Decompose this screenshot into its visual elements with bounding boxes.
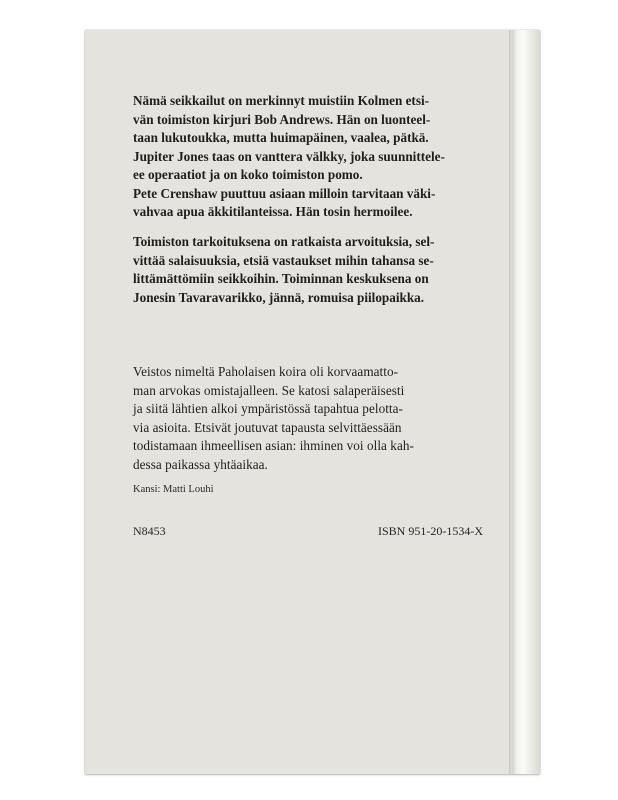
intro-paragraph: Nämä seikkailut on merkinnyt muistiin Kolmen etsi- vän toimiston kirjuri Bob Andrews. Hän on luonteel- taan lukutoukka, mutta huimapäinen, vaalea, pätkä. Jupiter Jones taas on vanttera välkky, joka suunnittele- ee operaatiot ja on koko toimiston pomo. Pete Crenshaw puuttuu asiaan milloin tarvitaan väki- vahvaa apua äkkitilanteissa. Hän tosin hermoilee.: [133, 93, 445, 219]
book-spine: [512, 30, 540, 774]
cover-credit: Kansi: Matti Louhi: [133, 484, 214, 495]
isbn-number: ISBN 951-20-1534-X: [378, 524, 483, 538]
product-code: N8453: [133, 524, 166, 538]
agency-paragraph: Toimiston tarkoituksena on ratkaista arvoituksia, sel- vittää salaisuuksia, etsiä vastaukset mihin tahansa se- littämättömiin seikkoihin. Toiminnan keskuksena on Jonesin Tavaravarikko, jännä, romuisa piilopaikka.: [133, 234, 435, 305]
plot-paragraph: Veistos nimeltä Paholaisen koira oli korvaamatto- man arvokas omistajalleen. Se katosi salaperäisesti ja siitä lähtien alkoi ympäristössä tapahtua pelotta- via asioita. Etsivät joutuvat tapausta selvittäessään todistamaan ihmeellisen asian: ihminen voi olla kah- dessa paikassa yhtäaikaa.: [133, 364, 414, 472]
